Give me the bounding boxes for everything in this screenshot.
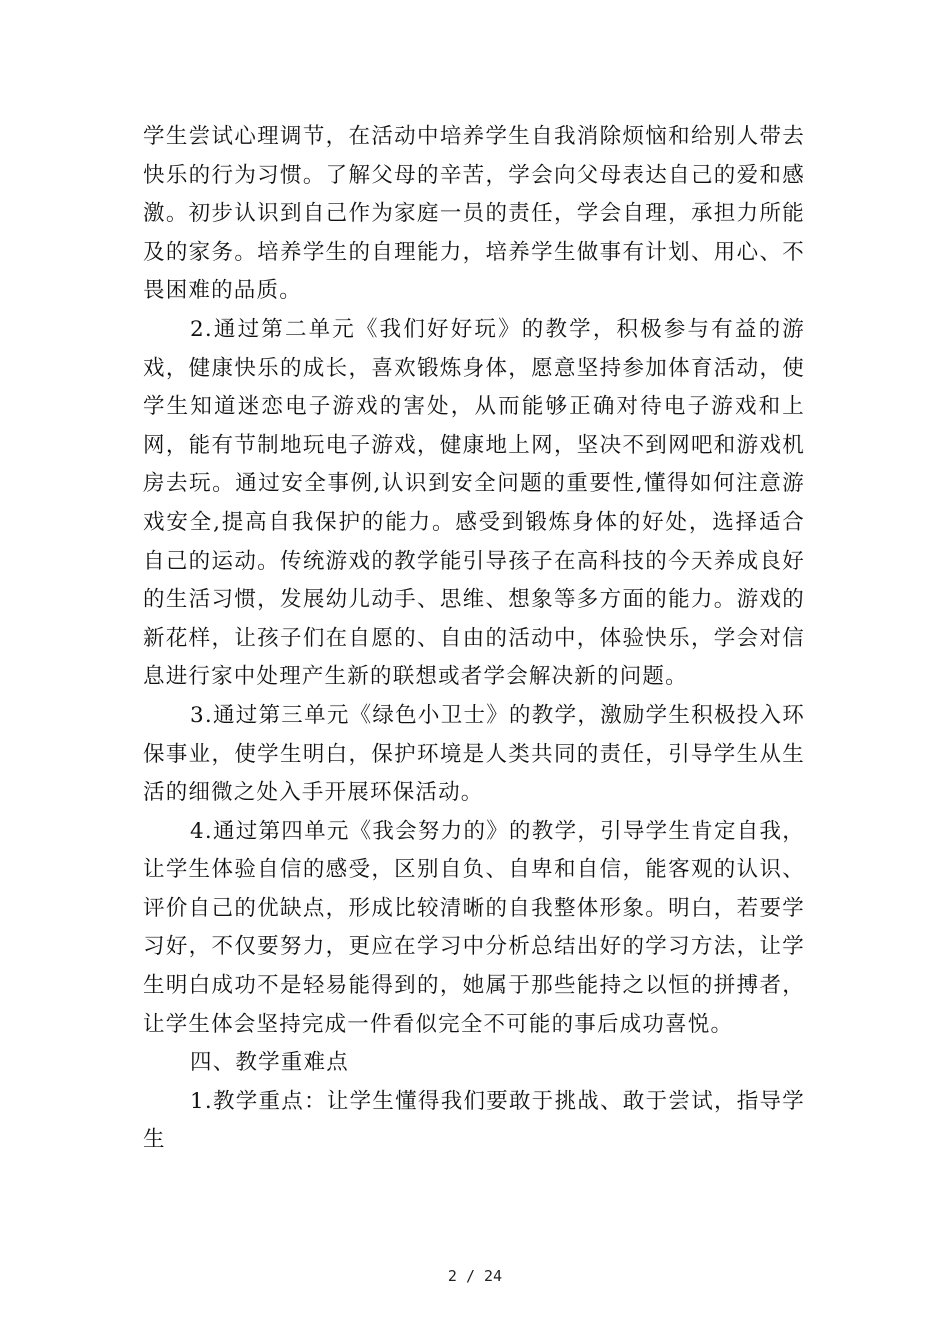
paragraph-unit-three: 3.通过第三单元《绿色小卫士》的教学，激励学生积极投入环保事业，使学生明白，保护环境是人类共同的责任，引导学生从生活的细微之处入手开展环保活动。 bbox=[143, 702, 805, 806]
section-heading: 四、教学重难点 bbox=[190, 1050, 349, 1076]
paragraph-teaching-focus: 1.教学重点：让学生懂得我们要敢于挑战、敢于尝试，指导学生 bbox=[143, 1088, 805, 1153]
page-number: 2 / 24 bbox=[447, 1267, 503, 1285]
document-body bbox=[143, 118, 805, 1160]
paragraph-unit-two: 2.通过第二单元《我们好好玩》的教学，积极参与有益的游戏，健康快乐的成长，喜欢锻炼身体，愿意坚持参加体育活动，使学生知道迷恋电子游戏的害处，从而能够正确对待电子游戏和上网，能有节制地玩电子游戏，健康地上网，坚决不到网吧和游戏机房去玩。通过安全事例,认识到安全问题的重要性,懂得如何注意游戏安全,提高自我保护的能力。感受到锻炼身体的好处，选择适合自己的运动。传统游戏的教学能引导孩子在高科技的今天养成良好的生活习惯，发展幼儿动手、思维、想象等多方面的能力。游戏的新花样，让孩子们在自愿的、自由的活动中，体验快乐，学会对信息进行家中处理产生新的联想或者学会解决新的问题。 bbox=[143, 316, 805, 690]
paragraph-continuation: 学生尝试心理调节，在活动中培养学生自我消除烦恼和给别人带去快乐的行为习惯。了解父母的辛苦，学会向父母表达自己的爱和感激。初步认识到自己作为家庭一员的责任，学会自理，承担力所能及的家务。培养学生的自理能力，培养学生做事有计划、用心、不畏困难的品质。 bbox=[143, 124, 805, 304]
paragraph-unit-four: 4.通过第四单元《我会努力的》的教学，引导学生肯定自我，让学生体验自信的感受，区别自负、自卑和自信，能客观的认识、评价自己的优缺点，形成比较清晰的自我整体形象。明白，若要学习好，不仅要努力，更应在学习中分析总结出好的学习方法，让学生明白成功不是轻易能得到的，她属于那些能持之以恒的拼搏者，让学生体会坚持完成一件看似完全不可能的事后成功喜悦。 bbox=[143, 818, 805, 1037]
